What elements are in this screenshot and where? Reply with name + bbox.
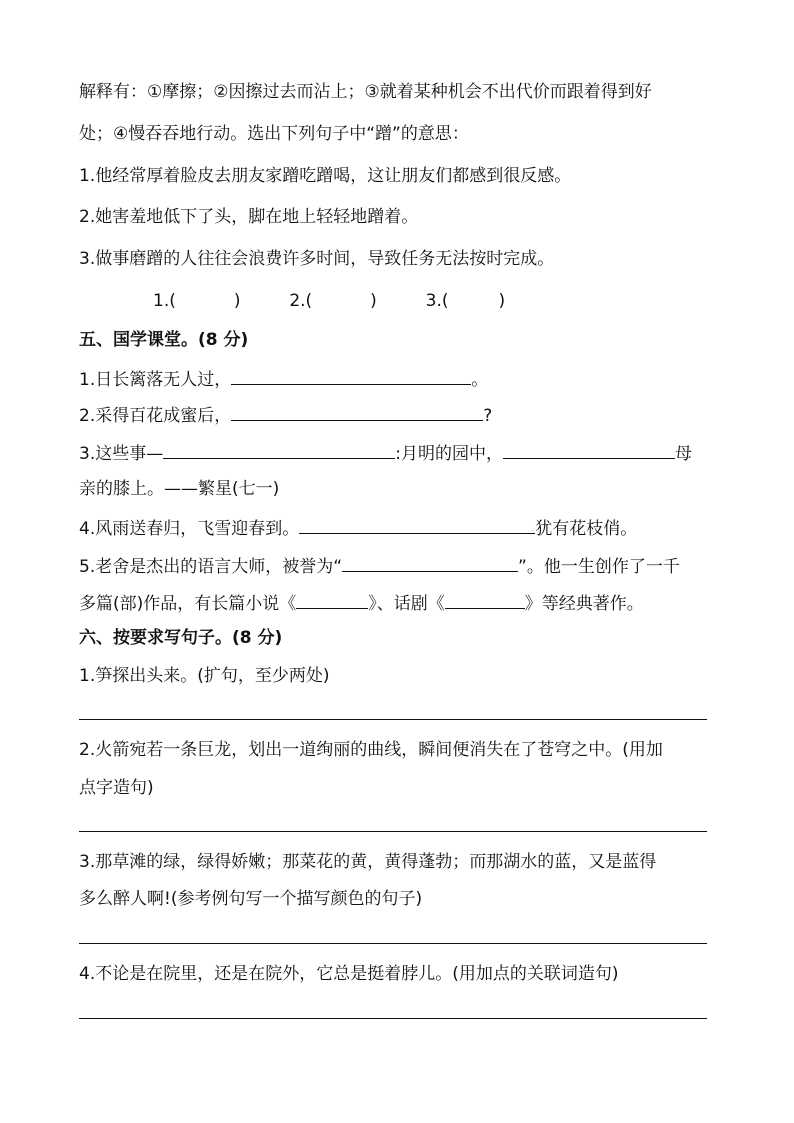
q4-sentence-2: 2.她害羞地低下了头，脚在地上轻轻地蹭着。 — [79, 207, 419, 227]
s6-q4: 4.不论是在院里，还是在院外，它总是挺着脖儿。(用加点的关联词造句) — [79, 964, 619, 984]
s5-q3: 3.这些事— :月明的园中， 母 — [79, 440, 692, 466]
answer-slot-3[interactable]: 3.( ) — [425, 291, 506, 311]
s5-q5-line2: 多篇(部)作品，有长篇小说《 》、话剧《 》等经典著作。 — [79, 590, 644, 616]
q4-explanation-line2: 处；④慢吞吞地行动。选出下列句子中“蹭”的意思： — [79, 124, 469, 144]
s5-q3-line2: 亲的膝上。——繁星(七一) — [79, 479, 280, 499]
s6-q3-line1: 3.那草滩的绿，绿得娇嫩；那菜花的黄，黄得蓬勃；而那湖水的蓝，又是蓝得 — [79, 852, 657, 872]
s6-q2-line1: 2.火箭宛若一条巨龙，划出一道绚丽的曲线，瞬间便消失在了苍穹之中。(用加 — [79, 740, 663, 760]
s5-q3-blank-2[interactable] — [503, 440, 675, 459]
s5-q5-blank-2[interactable] — [296, 590, 368, 609]
s6-q4-answer-line[interactable] — [79, 1018, 707, 1019]
q4-sentence-1: 1.他经常厚着脸皮去朋友家蹭吃蹭喝，这让朋友们都感到很反感。 — [79, 166, 572, 186]
s5-q3-blank-1[interactable] — [163, 440, 395, 459]
s6-q1-answer-line[interactable] — [79, 719, 707, 720]
answer-slot-1[interactable]: 1.( ) — [153, 291, 241, 311]
s6-q2-answer-line[interactable] — [79, 831, 707, 832]
section6-title: 六、按要求写句子。(8 分) — [79, 628, 283, 648]
s5-q5-blank-3[interactable] — [445, 590, 525, 609]
s5-q4: 4.风雨送春归，飞雪迎春到。 犹有花枝俏。 — [79, 515, 637, 541]
s5-q5-blank-1[interactable] — [342, 553, 518, 572]
s5-q1-blank[interactable] — [231, 366, 471, 385]
s5-q2: 2.采得百花成蜜后， ? — [79, 402, 492, 428]
q4-answer-row — [153, 289, 505, 313]
s6-q3-answer-line[interactable] — [79, 943, 707, 944]
s6-q1: 1.笋探出头来。(扩句，至少两处) — [79, 666, 330, 686]
s6-q3-line2: 多么醉人啊!(参考例句写一个描写颜色的句子) — [79, 889, 423, 909]
answer-slot-2[interactable]: 2.( ) — [289, 291, 377, 311]
s5-q2-blank[interactable] — [231, 402, 483, 421]
s5-q5: 5.老舍是杰出的语言大师，被誉为“ ”。他一生创作了一千 — [79, 553, 680, 579]
q4-sentence-3: 3.做事磨蹭的人往往会浪费许多时间，导致任务无法按时完成。 — [79, 249, 555, 269]
s5-q1: 1.日长篱落无人过， 。 — [79, 366, 488, 392]
s5-q4-blank[interactable] — [299, 515, 535, 534]
s6-q2-line2: 点字造句) — [79, 778, 154, 798]
q4-explanation-line1: 解释有：①摩擦；②因擦过去而沾上；③就着某种机会不出代价而跟着得到好 — [79, 82, 652, 102]
section5-title: 五、国学课堂。(8 分) — [79, 330, 249, 350]
